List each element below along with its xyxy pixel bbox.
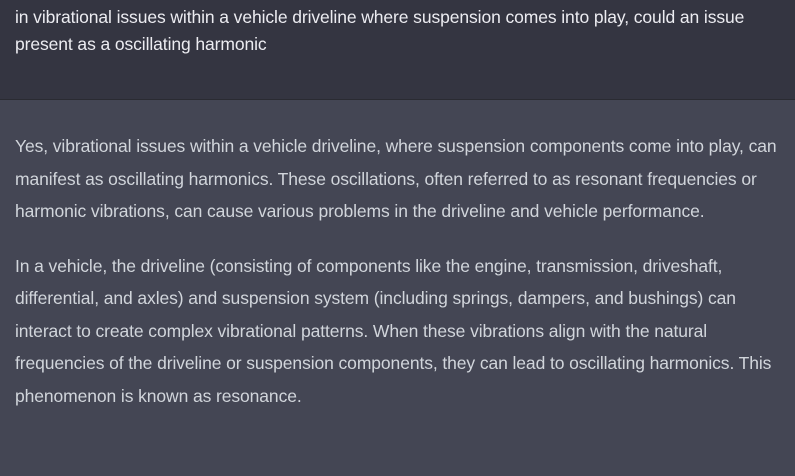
user-message-text: in vibrational issues within a vehicle driveline where suspension comes into play, could an issue present as a oscillating harmonic: [15, 7, 745, 54]
assistant-paragraph-1: Yes, vibrational issues within a vehicle driveline, where suspension components come into play, can manifest as oscillating harmonics. These oscillations, often referred to as resonant frequencies or harmonic vibrations, can cause various problems in the driveline and vehicle performance.: [15, 136, 777, 221]
assistant-message: [0, 100, 795, 476]
user-message: [0, 0, 795, 100]
assistant-message-body: [15, 130, 790, 412]
assistant-paragraph-2: In a vehicle, the driveline (consisting of components like the engine, transmission, driveshaft, differential, and axles) and suspension system (including springs, dampers, and bushings) can interact to create complex vibrational patterns. When these vibrations align with the natural frequencies of the driveline or suspension components, they can lead to oscillating harmonics. This phenomenon is known as resonance.: [15, 255, 772, 406]
